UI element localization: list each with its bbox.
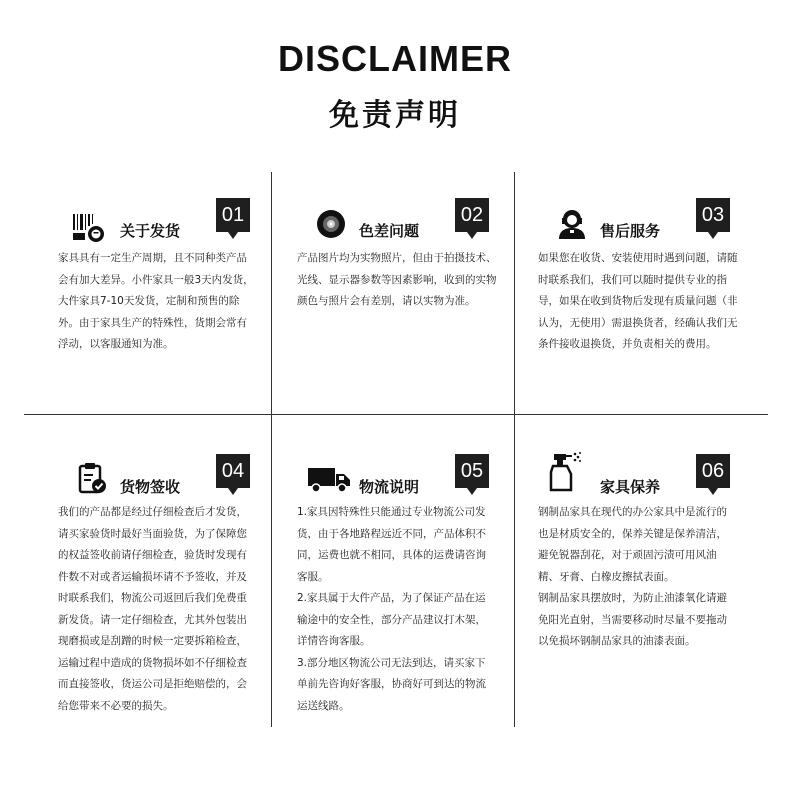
- section-heading: 物流说明: [359, 478, 420, 496]
- section-paragraph: 如果您在收货、安装使用时遇到问题，请随时联系我们，我们可以随时提供专业的指导，如果在收到货物后发现有质量问题（非认为，无使用）需退换货者，经确认我们无条件接收退换货，并负责相关的费用。: [538, 252, 738, 350]
- section-body: [297, 502, 495, 717]
- section-paragraph: 3.部分地区物流公司无法到达，请买家下单前先咨询好客服，协商好可到达的物流运送线路。: [297, 656, 486, 712]
- section-body: [297, 248, 497, 313]
- section-paragraph: 2.家具属于大件产品，为了保证产品在运输途中的安全性，部分产品建议打木架，详情咨询客服。: [297, 592, 486, 647]
- section-paragraph: 钢制品家具在现代的办公家具中是流行的也是材质安全的，保养关键是保养清洁，避免锐器刮花，对于顽固污渍可用风油精、牙膏、白橡皮擦拭表面。: [538, 506, 727, 583]
- section-body: [538, 248, 738, 356]
- section-number-badge: 05: [455, 454, 489, 488]
- clipboard-check-icon: [76, 462, 108, 494]
- section-heading: 货物签收: [120, 478, 181, 496]
- section-number-badge: 04: [216, 454, 250, 488]
- grid-divider-vertical-2: [514, 172, 515, 727]
- page-title-zh: 免责声明: [329, 98, 461, 133]
- section-body: [538, 502, 736, 653]
- section-number-badge: 03: [696, 198, 730, 232]
- truck-icon: [307, 466, 351, 498]
- color-disc-icon: [315, 208, 347, 240]
- section-number-badge: 02: [455, 198, 489, 232]
- section-paragraph: 1.家具因特殊性只能通过专业物流公司发货，由于各地路程远近不同，产品体积不同，运费也就不相同，具体的运费请咨询客服。: [297, 506, 486, 583]
- page-title-en: DISCLAIMER: [278, 38, 512, 79]
- section-paragraph: 钢制品家具摆放时，为防止油漆氧化请避免阳光直射，当需要移动时尽量不要拖动以免损坏钢制品家具的油漆表面。: [538, 592, 727, 647]
- section-body: [58, 502, 256, 717]
- section-paragraph: 家具具有一定生产周期，且不同种类产品会有加大差异。小件家具一般3天内发货，大件家具7-10天发货，定制和预售的除外。由于家具生产的特殊性，货期会常有浮动，以客服通知为准。: [58, 252, 254, 350]
- section-number-badge: 06: [696, 454, 730, 488]
- grid-divider-vertical-1: [271, 172, 272, 727]
- customer-service-icon: [556, 208, 588, 240]
- section-heading: 售后服务: [600, 222, 661, 240]
- section-body: [58, 248, 256, 356]
- section-heading: 色差问题: [359, 222, 420, 240]
- section-number-badge: 01: [216, 198, 250, 232]
- section-paragraph: 我们的产品都是经过仔细检查后才发货，请买家验货时最好当面验货，为了保障您的权益签收前请仔细检查，验货时发现有件数不对或者运输损坏请不予签收，并及时联系我们，物流公司返回后我们免费重新发货。请一定仔细检查，尤其外包装出现磨损或是刮蹭的时候一定要拆箱检查，运输过程中造成的货物损坏如不仔细检查而直接签收，货运公司是拒绝赔偿的，会给您带来不必要的损失。: [58, 506, 247, 712]
- section-paragraph: 产品图片均为实物照片，但由于拍摄技术、光线、显示器参数等因素影响，收到的实物颜色与照片会有差别，请以实物为准。: [297, 252, 497, 307]
- section-heading: 关于发货: [120, 222, 181, 240]
- barcode-icon: [72, 212, 104, 244]
- spray-bottle-icon: [546, 452, 582, 492]
- grid-divider-horizontal: [24, 414, 768, 415]
- section-heading: 家具保养: [600, 478, 661, 496]
